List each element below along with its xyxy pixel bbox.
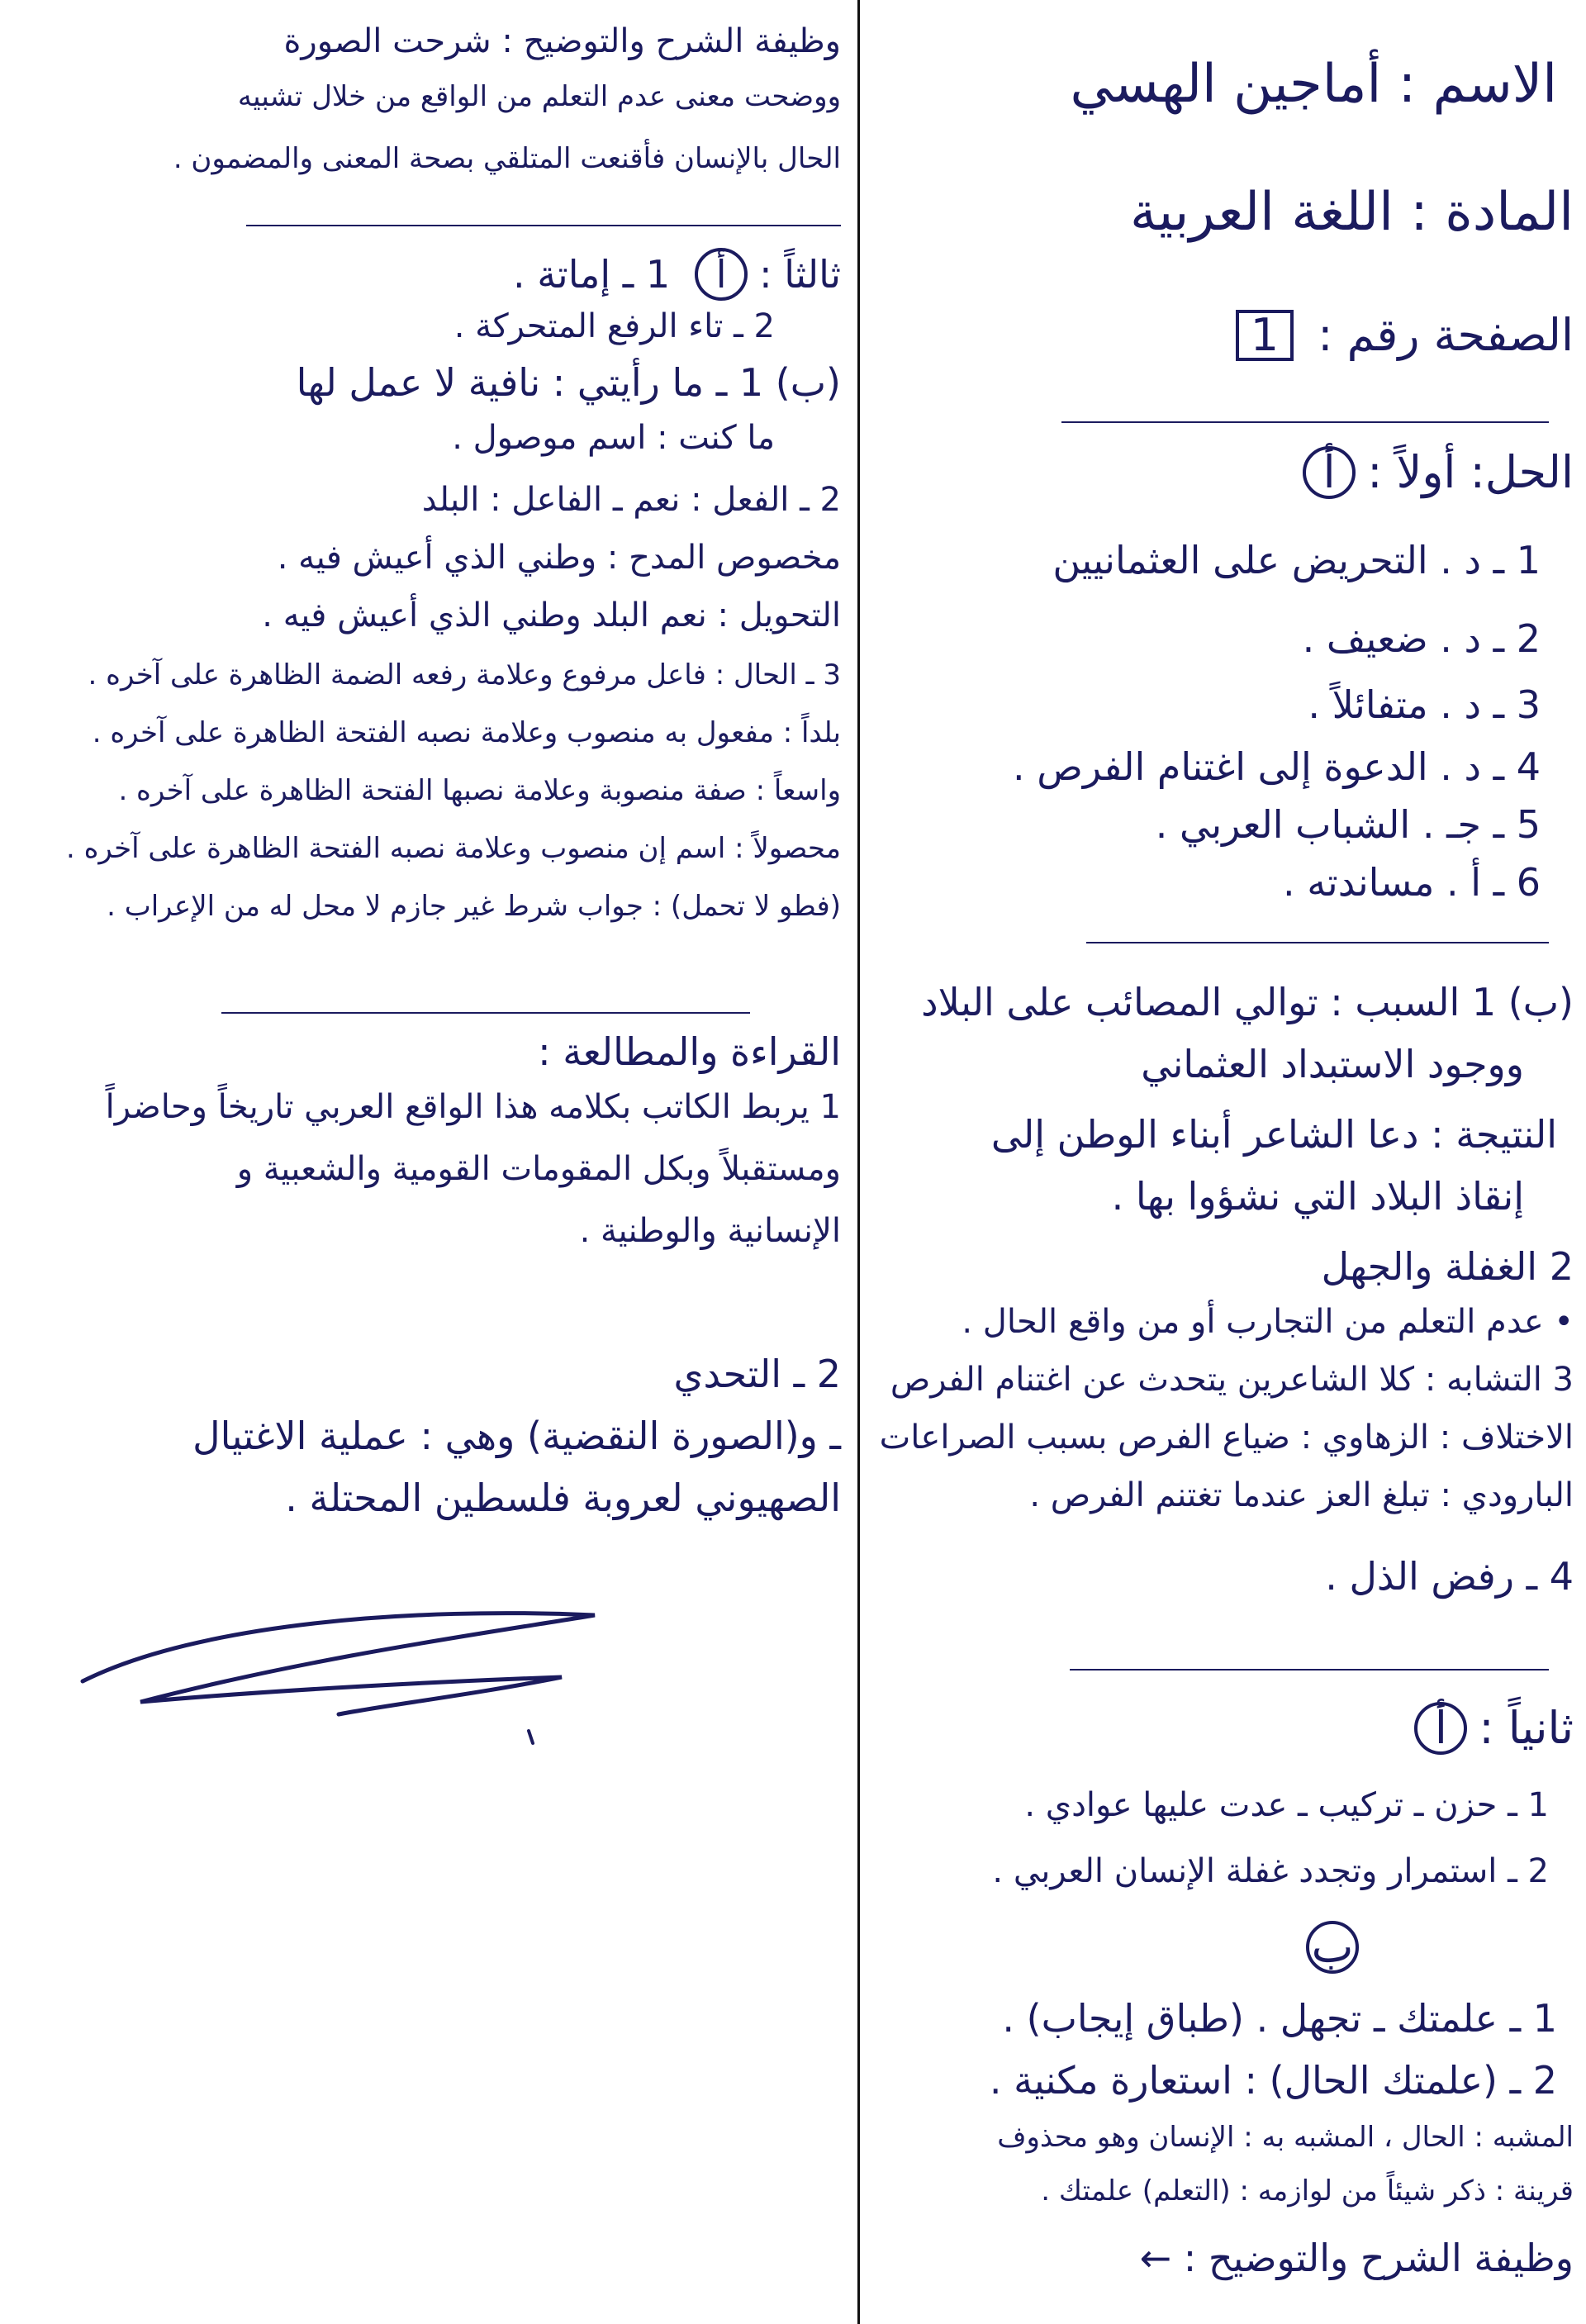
separator-rule bbox=[1086, 942, 1549, 943]
right-line-4 bbox=[1012, 744, 1541, 789]
line-text: قرينة : ذكر شيئاً من لوازمه : (التعلم) علمتك . bbox=[1041, 2174, 1574, 2208]
right-line-23 bbox=[997, 2121, 1574, 2154]
left-line-3 bbox=[513, 248, 841, 301]
line-text: 1 ـ حزن ـ تركيب ـ عدت عليها عوادي . bbox=[1024, 1786, 1549, 1824]
page-label: الصفحة رقم : bbox=[1318, 309, 1574, 361]
line-text: الإنسانية والوطنية . bbox=[579, 1212, 841, 1250]
right-line-14 bbox=[879, 1419, 1574, 1457]
line-text: القراءة والمطالعة : bbox=[538, 1029, 841, 1074]
right-line-13 bbox=[890, 1361, 1574, 1399]
line-text: 2 ـ تاء الرفع المتحركة . bbox=[453, 307, 775, 345]
left-line-6 bbox=[452, 419, 775, 457]
left-line-18 bbox=[580, 1214, 841, 1248]
column-divider bbox=[857, 0, 860, 2324]
line-text: ـ و(الصورة النقضية) وهي : عملية الاغتيال bbox=[192, 1414, 841, 1458]
right-line-19 bbox=[992, 1852, 1549, 1890]
right-line-15 bbox=[1029, 1476, 1574, 1514]
right-line-2 bbox=[1302, 616, 1541, 661]
line-text: 2 ـ استمرار وتجدد غفلة الإنسان العربي . bbox=[992, 1852, 1549, 1890]
line-text: الحل: أولاً : bbox=[1367, 446, 1574, 498]
line-text: الاختلاف : الزهاوي : ضياع الفرص بسبب الصراعات bbox=[879, 1419, 1574, 1457]
line-text: 5 ـ جـ . الشباب العربي . bbox=[1155, 802, 1541, 847]
line-text: المشبه : الحال ، المشبه به : الإنسان وهو محذوف bbox=[997, 2121, 1574, 2154]
line-text: بلداً : مفعول به منصوب وعلامة نصبه الفتحة الظاهرة على آخره . bbox=[92, 716, 841, 749]
left-line-12 bbox=[118, 774, 841, 807]
right-line-3 bbox=[1308, 682, 1541, 727]
line-text: ما كنت : اسم موصول . bbox=[452, 419, 775, 457]
left-line-21 bbox=[285, 1476, 841, 1520]
line-text: النتيجة : دعا الشاعر أبناء الوطن إلى bbox=[990, 1112, 1557, 1157]
right-line-21 bbox=[1002, 1996, 1557, 2041]
right-line-22 bbox=[989, 2058, 1557, 2103]
line-text: مخصوص المدح : وطني الذي أعيش فيه . bbox=[277, 539, 841, 577]
left-line-4 bbox=[453, 307, 775, 345]
line-text: 4 ـ د . الدعوة إلى اغتنام الفرص . bbox=[1012, 744, 1541, 789]
line-text: وظيفة الشرح والتوضيح : شرحت الصورة bbox=[283, 22, 841, 60]
left-line-7 bbox=[421, 481, 841, 519]
right-line-18 bbox=[1024, 1786, 1549, 1824]
right-line-1 bbox=[1052, 538, 1541, 582]
line-text: 2 الغفلة والجهل bbox=[1321, 1244, 1574, 1289]
line-text: 4 ـ رفض الذل . bbox=[1325, 1554, 1574, 1599]
right-line-16 bbox=[1325, 1554, 1574, 1599]
line-text: 2 ـ د . ضعيف . bbox=[1302, 616, 1541, 661]
section-badge: أ bbox=[1303, 446, 1356, 499]
right-line-5 bbox=[1155, 802, 1541, 847]
left-line-1 bbox=[237, 80, 841, 113]
line-text: ووجود الاستبداد العثماني bbox=[1141, 1042, 1524, 1086]
right-line-8 bbox=[1141, 1042, 1524, 1086]
signature-scribble bbox=[66, 1590, 644, 1747]
right-line-17 bbox=[1403, 1702, 1574, 1755]
line-text: الصهيوني لعروبة فلسطين المحتلة . bbox=[285, 1476, 841, 1520]
separator-rule bbox=[1061, 421, 1549, 423]
line-text: 1 ـ علمتك ـ تجهل . (طباق إيجاب) . bbox=[1002, 1996, 1557, 2041]
line-text: (ب) 1 السبب : توالي المصائب على البلاد bbox=[921, 980, 1574, 1024]
right-line-9 bbox=[990, 1112, 1557, 1157]
line-text: 2 ـ (علمتك الحال) : استعارة مكنية . bbox=[989, 2058, 1557, 2103]
line-text: إنقاذ البلاد التي نشؤوا بها . bbox=[1111, 1174, 1524, 1219]
line-text: البارودي : تبلغ العز عندما تغتنم الفرص . bbox=[1029, 1476, 1574, 1514]
right-line-24 bbox=[1041, 2174, 1574, 2208]
left-line-20 bbox=[192, 1414, 841, 1458]
subject-title: المادة : اللغة العربية bbox=[1130, 182, 1574, 243]
right-line-25 bbox=[1139, 2236, 1574, 2280]
separator-rule bbox=[246, 225, 841, 226]
line-text: وظيفة الشرح والتوضيح : ← bbox=[1139, 2236, 1574, 2280]
left-line-16 bbox=[105, 1088, 841, 1126]
section-badge: ب bbox=[1306, 1921, 1359, 1974]
section-badge: أ bbox=[1414, 1702, 1467, 1755]
line-text: • عدم التعلم من التجارب أو من واقع الحال . bbox=[962, 1303, 1574, 1341]
right-line-20 bbox=[1294, 1921, 1359, 1974]
line-text: 1 يربط الكاتب بكلامه هذا الواقع العربي تاريخاً وحاضراً bbox=[105, 1088, 841, 1126]
right-line-6 bbox=[1283, 860, 1541, 905]
student-name: الاسم : أماجين الهسي bbox=[1070, 54, 1557, 115]
line-text: التحويل : نعم البلد وطني الذي أعيش فيه . bbox=[262, 596, 841, 634]
left-line-13 bbox=[66, 834, 841, 863]
line-text: ثالثاً : bbox=[759, 252, 841, 297]
page-number-line bbox=[1236, 310, 1574, 361]
left-line-14 bbox=[107, 890, 841, 923]
line-text: 2 ـ التحدي bbox=[673, 1352, 841, 1396]
separator-rule bbox=[221, 1012, 750, 1014]
line-text: (ب) 1 ـ ما رأيتي : نافية لا عمل لها bbox=[296, 360, 841, 405]
left-line-0 bbox=[283, 22, 841, 60]
right-line-0 bbox=[1291, 446, 1574, 499]
left-line-5 bbox=[296, 360, 841, 405]
line-tail-text: 1 ـ إماتة . bbox=[512, 252, 671, 297]
line-text: 3 ـ د . متفائلاً . bbox=[1308, 682, 1541, 727]
right-line-7 bbox=[921, 980, 1574, 1024]
section-badge: أ bbox=[695, 248, 748, 301]
left-line-2 bbox=[173, 142, 841, 175]
right-line-10 bbox=[1111, 1174, 1524, 1219]
line-text: ووضحت معنى عدم التعلم من الواقع من خلال تشبيه bbox=[237, 80, 841, 113]
line-text: 3 ـ الحال : فاعل مرفوع وعلامة رفعه الضمة الظاهرة على آخره . bbox=[88, 658, 841, 691]
left-line-8 bbox=[277, 539, 841, 577]
line-text: 1 ـ د . التحريض على العثمانيين bbox=[1052, 538, 1541, 582]
line-text: 3 التشابه : كلا الشاعرين يتحدث عن اغتنام الفرص bbox=[890, 1361, 1574, 1399]
line-text: 6 ـ أ . مساندته . bbox=[1283, 860, 1541, 905]
left-line-17 bbox=[237, 1152, 841, 1186]
left-line-19 bbox=[673, 1352, 841, 1396]
line-text: ثانياً : bbox=[1479, 1702, 1574, 1754]
line-text: 2 ـ الفعل : نعم ـ الفاعل : البلد bbox=[421, 481, 841, 519]
page-number-box: 1 bbox=[1236, 310, 1294, 361]
right-line-12 bbox=[962, 1303, 1574, 1341]
line-text: محصولاً : اسم إن منصوب وعلامة نصبه الفتحة الظاهرة على آخره . bbox=[65, 832, 841, 865]
left-line-10 bbox=[88, 658, 841, 691]
right-line-11 bbox=[1321, 1244, 1574, 1289]
line-text: واسعاً : صفة منصوبة وعلامة نصبها الفتحة الظاهرة على آخره . bbox=[118, 774, 841, 807]
line-text: الحال بالإنسان فأقنعت المتلقي بصحة المعنى والمضمون . bbox=[173, 142, 841, 175]
separator-rule bbox=[1070, 1669, 1549, 1671]
line-text: (فطو لا تحمل) : جواب شرط غير جازم لا محل له من الإعراب . bbox=[107, 890, 841, 923]
left-line-9 bbox=[262, 596, 841, 634]
line-text: ومستقبلاً وبكل المقومات القومية والشعبية و bbox=[236, 1150, 841, 1188]
left-line-11 bbox=[92, 716, 841, 749]
left-line-15 bbox=[538, 1029, 841, 1074]
